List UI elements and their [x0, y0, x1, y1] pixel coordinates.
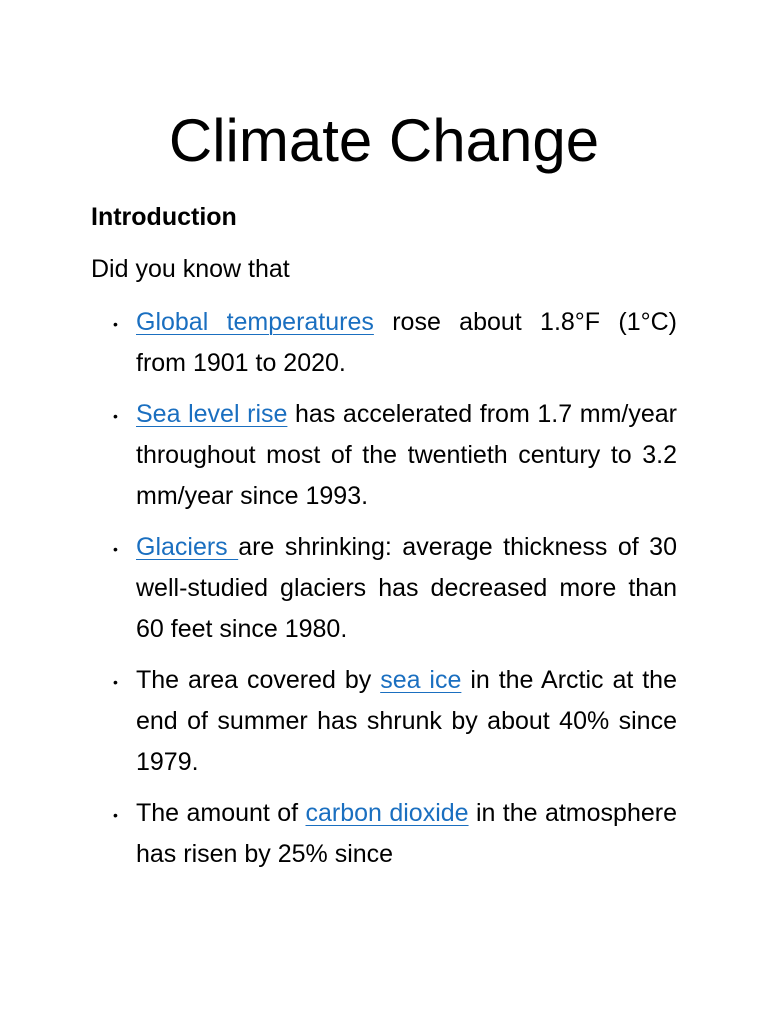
list-item — [113, 660, 677, 783]
facts-list — [113, 302, 677, 875]
link-global-temperatures[interactable]: Global temperatures — [136, 308, 374, 336]
link-glaciers[interactable]: Glaciers — [136, 533, 239, 561]
page-title: Climate Change — [168, 107, 600, 174]
bullet-icon: • — [113, 674, 118, 690]
list-item-text: in the atmosphere has risen by 25% since — [136, 799, 677, 868]
bullet-icon: • — [113, 807, 118, 823]
list-item-text-before: The amount of — [136, 799, 306, 827]
list-item — [113, 527, 677, 650]
link-carbon-dioxide[interactable]: carbon dioxide — [305, 799, 469, 827]
link-sea-level-rise[interactable]: Sea level rise — [136, 400, 288, 428]
link-sea-ice[interactable]: sea ice — [380, 666, 462, 694]
list-item-text: are shrinking: average thickness of 30 well-studied glaciers has decreased more than 60 feet since 1980. — [136, 533, 677, 643]
list-item — [113, 793, 677, 875]
section-heading: Introduction — [91, 203, 237, 231]
list-item-text: in the Arctic at the end of summer has shrunk by about 40% since 1979. — [136, 666, 677, 776]
list-item — [113, 302, 677, 384]
lead-sentence: Did you know that — [91, 255, 290, 283]
bullet-icon: • — [113, 541, 118, 557]
bullet-icon: • — [113, 408, 118, 424]
list-item-text-before: The area covered by — [136, 666, 381, 694]
list-item-text: rose about 1.8°F (1°C) from 1901 to 2020. — [136, 308, 677, 377]
list-item-text: has accelerated from 1.7 mm/year throughout most of the twentieth century to 3.2 mm/year since 1993. — [136, 400, 677, 510]
list-item — [113, 394, 677, 517]
bullet-icon: • — [113, 316, 118, 332]
